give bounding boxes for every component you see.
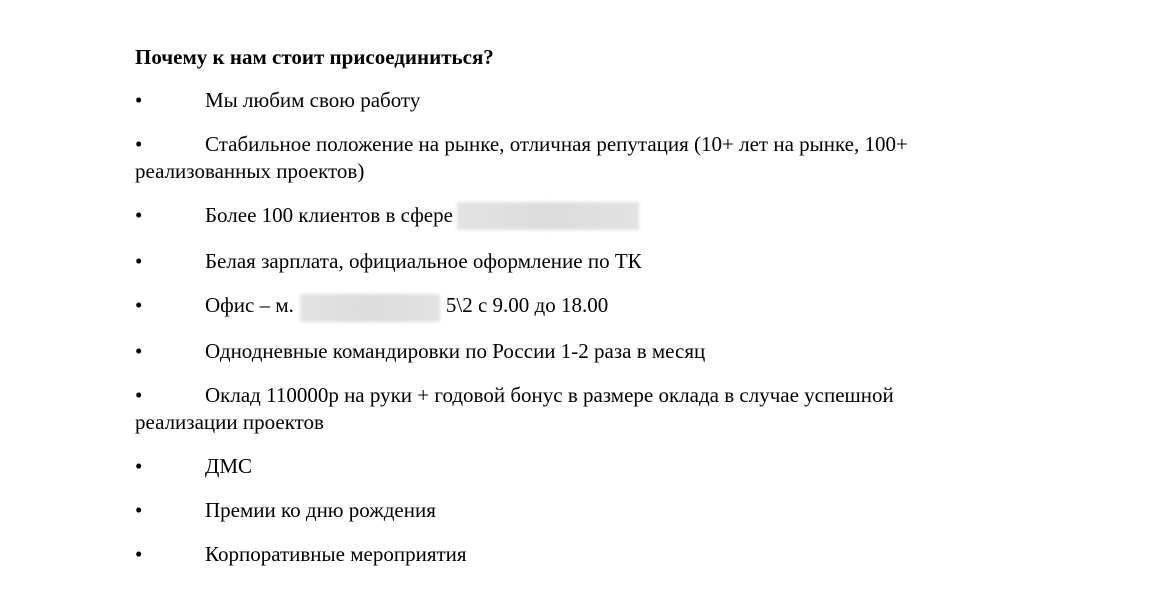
list-item-continuation: реализованных проектов) <box>135 159 365 183</box>
list-item-continuation: реализации проектов <box>135 410 324 435</box>
bullet-marker: • <box>135 339 143 364</box>
benefits-section <box>135 44 1035 585</box>
list-item <box>135 382 1035 436</box>
list-item <box>135 248 1035 275</box>
redacted-blur <box>457 202 639 230</box>
bullet-marker: • <box>135 293 143 318</box>
list-item-text: Офис – м. <box>205 293 294 318</box>
list-item-text: Белая зарплата, официальное оформление по ТК <box>205 249 642 274</box>
list-item <box>135 541 1035 568</box>
list-item-text: Премии ко дню рождения <box>205 498 436 523</box>
list-item-text: ДМС <box>205 454 253 479</box>
list-item <box>135 338 1035 365</box>
bullet-marker: • <box>135 249 143 274</box>
list-item-text: Мы любим свою работу <box>205 88 421 112</box>
bullet-marker: • <box>135 203 143 227</box>
section-heading: Почему к нам стоит присоединиться? <box>135 45 494 69</box>
list-item-text: Однодневные командировки по России 1-2 раза в месяц <box>205 339 706 364</box>
list-item <box>135 497 1035 524</box>
list-item-text-after: 5\2 с 9.00 до 18.00 <box>445 293 609 318</box>
list-item-text: Корпоративные мероприятия <box>205 542 467 567</box>
bullet-marker: • <box>135 132 143 156</box>
list-item <box>135 202 1035 231</box>
redacted-blur <box>300 294 440 322</box>
list-item <box>135 453 1035 480</box>
bullet-marker: • <box>135 542 143 567</box>
bullet-marker: • <box>135 383 143 408</box>
bullet-marker: • <box>135 454 143 479</box>
list-item <box>135 292 1035 321</box>
list-item <box>135 87 1035 114</box>
list-item-text: Оклад 110000р на руки + годовой бонус в размере оклада в случае успешной <box>205 383 894 408</box>
bullet-marker: • <box>135 88 143 112</box>
list-item-text: Более 100 клиентов в сфере <box>205 203 453 227</box>
bullet-marker: • <box>135 498 143 523</box>
list-item-text: Стабильное положение на рынке, отличная репутация (10+ лет на рынке, 100+ <box>205 132 908 156</box>
list-item <box>135 131 1035 185</box>
